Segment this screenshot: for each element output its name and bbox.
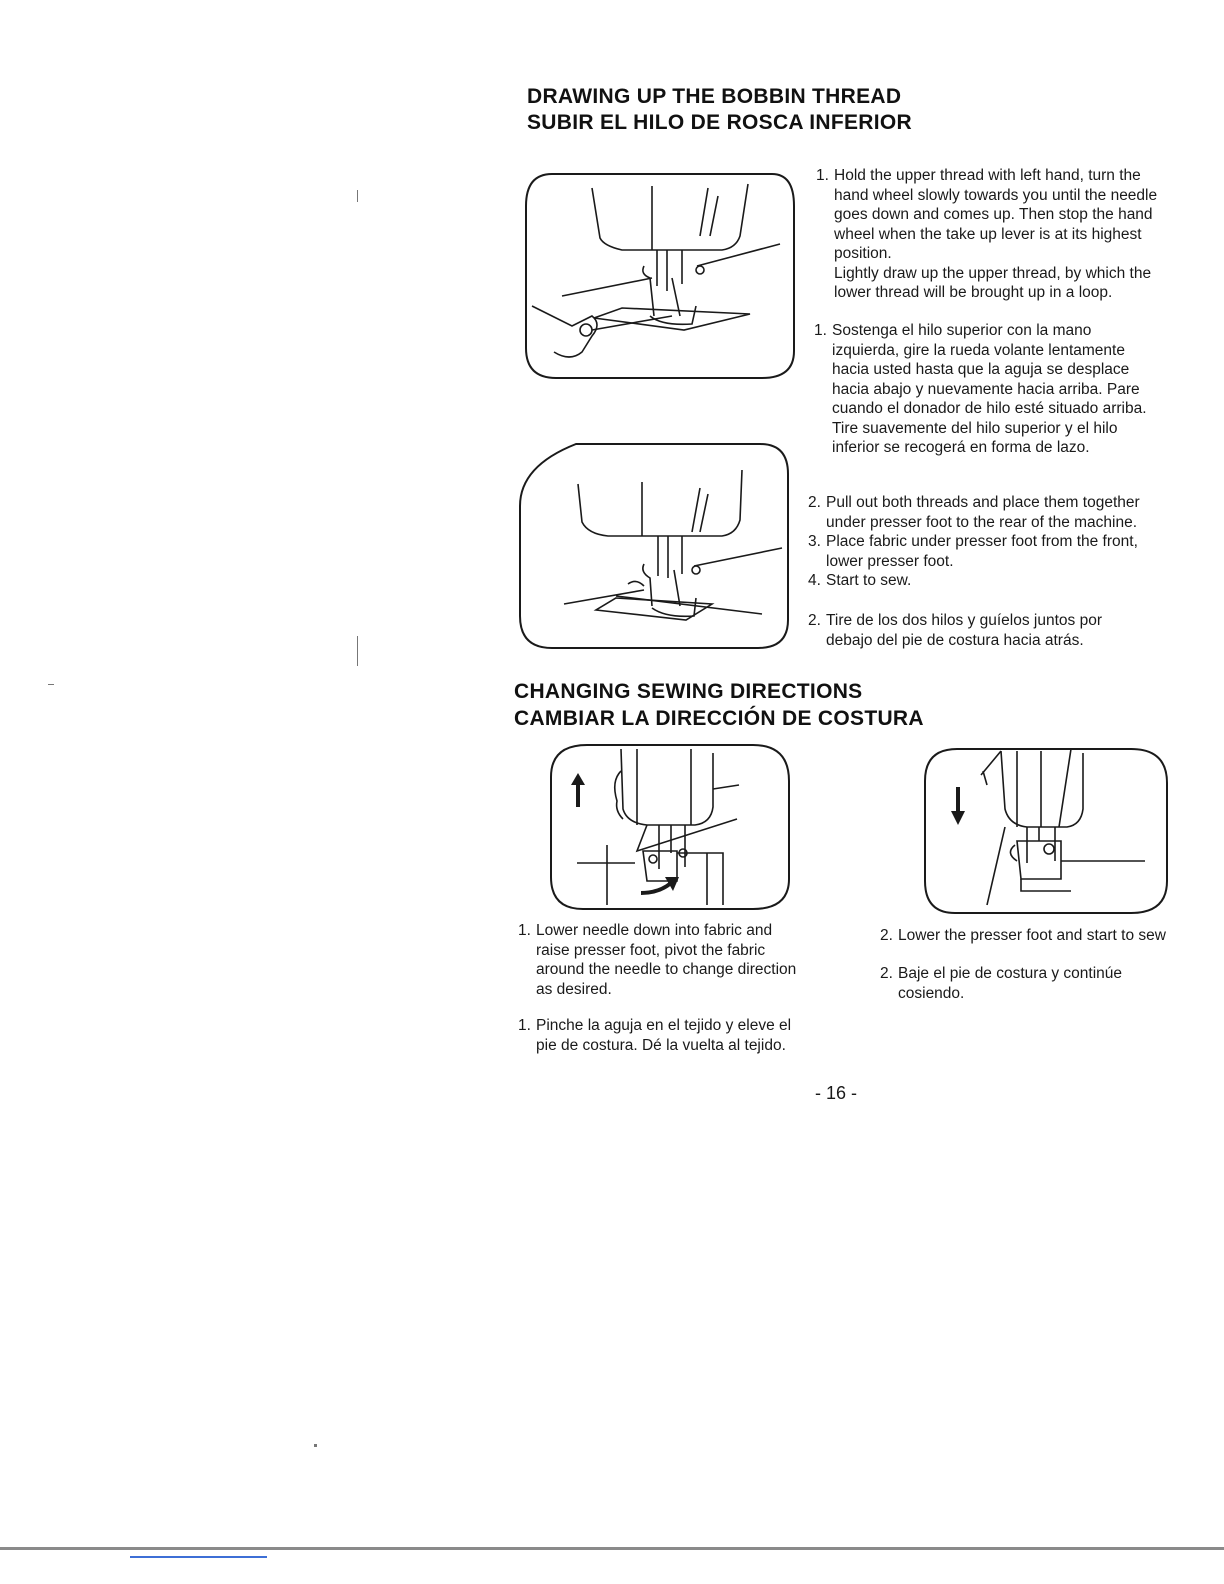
step2-es-line-1: Tire de los dos hilos y guíelos juntos por bbox=[826, 612, 1102, 629]
pivot-step-en-number: 1. bbox=[518, 922, 531, 939]
step3-en-line-1: Place fabric under presser foot from the front, bbox=[826, 533, 1138, 550]
pivot-step-es-line-1: Pinche la aguja en el tejido y eleve el bbox=[536, 1017, 792, 1034]
step1-es-line-6: Tire suavemente del hilo superior y el hilo bbox=[832, 419, 1118, 437]
step1-es-line-7: inferior se recogerá en forma de lazo. bbox=[832, 439, 1090, 456]
step1-en bbox=[816, 166, 1196, 303]
step3-en-line-2: lower presser foot. bbox=[826, 552, 954, 570]
pivot-step-en bbox=[518, 921, 838, 999]
lower-foot-step-es-number: 2. bbox=[880, 965, 893, 982]
step3-en-number: 3. bbox=[808, 533, 821, 550]
section2-heading-es: CAMBIAR LA DIRECCIÓN DE COSTURA bbox=[514, 707, 924, 730]
step1-en-line-4: wheel when the take up lever is at its highest bbox=[834, 225, 1142, 243]
step1-en-line-5: position. bbox=[834, 245, 892, 262]
pivot-step-es bbox=[518, 1016, 838, 1055]
step4-en-number: 4. bbox=[808, 572, 821, 589]
arrow-down-icon bbox=[951, 787, 965, 825]
step2-en-line-1: Pull out both threads and place them together bbox=[826, 494, 1140, 511]
pivot-step-en-line-4: as desired. bbox=[536, 980, 612, 998]
step1-es bbox=[814, 321, 1194, 458]
step1-es-line-1: Sostenga el hilo superior con la mano bbox=[832, 322, 1092, 339]
step1-en-line-1: Hold the upper thread with left hand, turn the bbox=[834, 167, 1141, 184]
arrow-up-icon bbox=[571, 773, 585, 807]
scan-speck bbox=[357, 190, 358, 202]
footer-link-underline[interactable] bbox=[130, 1556, 267, 1558]
threads-under-foot-illustration bbox=[516, 438, 792, 654]
scan-speck bbox=[314, 1444, 317, 1447]
pivot-step-en-line-3: around the needle to change direction bbox=[536, 961, 797, 978]
raise-foot-pivot-illustration bbox=[547, 741, 793, 913]
footer-rule bbox=[0, 1547, 1224, 1550]
step1-en-line-3: goes down and comes up. Then stop the hand bbox=[834, 206, 1153, 223]
section1-heading-es: SUBIR EL HILO DE ROSCA INFERIOR bbox=[527, 111, 912, 134]
lower-foot-illustration bbox=[921, 745, 1171, 917]
pivot-step-en-line-1: Lower needle down into fabric and bbox=[536, 922, 773, 939]
step4-en bbox=[808, 571, 1198, 591]
step2-en bbox=[808, 493, 1198, 532]
lower-foot-step-es bbox=[880, 964, 1210, 1003]
step1-es-line-2: izquierda, gire la rueda volante lentamente bbox=[832, 341, 1125, 359]
step1-en-line-2: hand wheel slowly towards you until the needle bbox=[834, 186, 1158, 204]
step1-es-line-5: cuando el donador de hilo esté situado arriba. bbox=[832, 400, 1147, 417]
pivot-step-en-line-2: raise presser foot, pivot the fabric bbox=[536, 941, 766, 959]
step2-en-number: 2. bbox=[808, 494, 821, 511]
step2-es-line-2: debajo del pie de costura hacia atrás. bbox=[826, 631, 1084, 649]
lower-foot-step-es-line-1: Baje el pie de costura y continúe bbox=[898, 965, 1123, 982]
steps-2-4-en bbox=[808, 493, 1198, 591]
step3-en bbox=[808, 532, 1198, 571]
lower-foot-step-en-number: 2. bbox=[880, 927, 893, 944]
page-number: - 16 - bbox=[815, 1083, 858, 1103]
step4-en-line-1: Start to sew. bbox=[826, 572, 912, 589]
scan-speck bbox=[357, 636, 358, 666]
lower-foot-step-en-line-1: Lower the presser foot and start to sew bbox=[898, 927, 1166, 944]
step2-en-line-2: under presser foot to the rear of the machine. bbox=[826, 513, 1138, 531]
step1-es-line-4: hacia abajo y nuevamente hacia arriba. Pare bbox=[832, 380, 1140, 398]
step2-es-number: 2. bbox=[808, 612, 821, 629]
step1-en-line-7: lower thread will be brought up in a loop. bbox=[834, 284, 1113, 301]
scan-speck bbox=[48, 684, 54, 685]
section1-heading-en: DRAWING UP THE BOBBIN THREAD bbox=[527, 85, 902, 108]
step2-es bbox=[808, 611, 1198, 650]
lower-foot-step-es-line-2: cosiendo. bbox=[898, 984, 965, 1002]
pivot-step-es-number: 1. bbox=[518, 1017, 531, 1034]
lower-foot-step-en bbox=[880, 926, 1210, 946]
step1-en-number: 1. bbox=[816, 167, 829, 184]
step1-en-line-6: Lightly draw up the upper thread, by which the bbox=[834, 264, 1152, 282]
step1-es-number: 1. bbox=[814, 322, 827, 339]
pivot-step-es-line-2: pie de costura. Dé la vuelta al tejido. bbox=[536, 1036, 786, 1054]
hand-pulling-thread-illustration bbox=[522, 166, 798, 384]
section2-heading-en: CHANGING SEWING DIRECTIONS bbox=[514, 680, 863, 703]
step1-es-line-3: hacia usted hasta que la aguja se desplace bbox=[832, 361, 1130, 378]
